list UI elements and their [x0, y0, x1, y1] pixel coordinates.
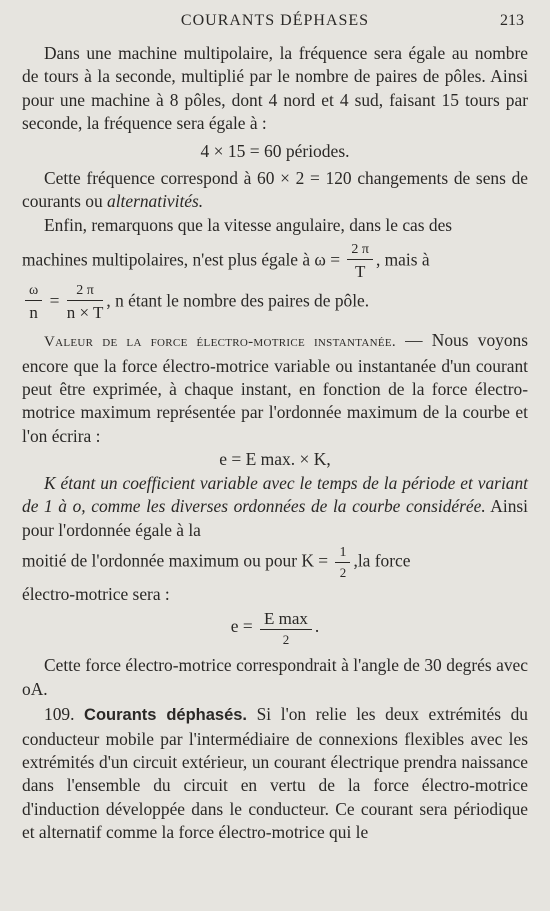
paragraph-section-109-text: Si l'on relie les deux extrémités du conducteur mobile par l'intermédiaire de connexions flexibles avec les extrémités d'un circuit extérieur, un courant électrique prendra naissance dans l'ensemble du circuit en vertu de la force électro-motrice d'induction développée dans le conducteur. Ce courant sera périodique et alternatif comme la force électro-motrice qui le — [22, 704, 528, 843]
paragraph-instantaneous-emf-text: — Nous voyons encore que la force électro-motrice variable ou instantanée d'un courant peut être exprimée, à chaque instant, en fonction de la force électro-motrice maximum représentée par l'ordonnée maximum de la courbe et l'on écrira : — [22, 330, 528, 446]
page-header — [0, 12, 550, 36]
coefficient-k-text: Ainsi pour l'ordonnée égale à la — [22, 496, 528, 540]
paragraph-alternations — [22, 167, 528, 214]
fraction-denominator: 2 — [282, 632, 290, 648]
fraction-2pi-over-nT — [67, 284, 104, 321]
fraction-omega-over-n — [25, 284, 42, 321]
fraction-denominator: 2 — [339, 564, 347, 580]
half-ordinate-text-a: moitié de l'ordonnée maximum ou pour K = — [22, 550, 333, 571]
formula-e-equals-emax-k: e = E max. × K, — [219, 449, 331, 470]
section-number: 109. — [44, 704, 75, 725]
fraction-emax-over-2 — [260, 610, 312, 646]
paragraph-coefficient-k — [22, 472, 528, 542]
formula-lhs: e = — [230, 616, 257, 637]
angular-velocity-text-b: , mais à — [375, 249, 430, 270]
running-title: COURANTS DÉPHASES — [180, 12, 370, 29]
formula-tail: . — [314, 616, 320, 637]
angular-velocity-text-a: machines multipolaires, n'est plus égale à ω = — [22, 249, 345, 270]
fraction-numerator: 1 — [335, 546, 350, 563]
paragraph-angular-velocity-line2 — [22, 243, 528, 280]
page-body — [22, 42, 528, 845]
page-number: 213 — [500, 12, 524, 29]
paragraph-emf-will-be: électro-motrice sera : — [22, 583, 170, 604]
paragraph-30-degrees: Cette force électro-motrice correspondrait à l'angle de 30 degrés avec oA. — [22, 655, 528, 699]
term-alternativites: alternativités. — [107, 191, 204, 212]
fraction-numerator: E max — [260, 610, 312, 630]
paragraph-section-109 — [22, 703, 528, 844]
fraction-numerator: 2 π — [67, 284, 104, 301]
coefficient-k-definition: K étant un coefficient variable avec le temps de la période et variant de 1 à o, comme les diverses ordonnées de la courbe considérée. — [22, 472, 528, 517]
paragraph-instantaneous-emf — [22, 329, 528, 448]
formula-frequency: 4 × 15 = 60 périodes. — [200, 140, 350, 161]
fraction-denominator: T — [354, 262, 366, 282]
fraction-denominator: n × T — [66, 303, 104, 323]
section-title-courants-dephases: Courants déphasés. — [84, 706, 248, 725]
half-ordinate-text-b: ,la force — [353, 550, 411, 571]
paragraph-angular-velocity-line1: Enfin, remarquons que la vitesse angulaire, dans le cas des — [44, 214, 453, 235]
angular-velocity-text-tail: , n étant le nombre des paires de pôle. — [106, 290, 370, 311]
fraction-denominator: n — [29, 303, 38, 323]
paragraph-half-ordinate — [22, 546, 528, 579]
formula-e-equals-emax-over-2 — [22, 610, 528, 646]
paragraph-alternations-text: Cette fréquence correspond à 60 × 2 = 120 changements de sens de courants ou — [22, 168, 528, 212]
paragraph-multipolar-frequency: Dans une machine multipolaire, la fréquence sera égale au nombre de tours à la seconde, multiplié par le nombre de paires de pôles. Ainsi pour une machine à 8 pôles, dont 4 nord et 4 sud, faisant 15 tours par seconde, la fréquence sera égale à : — [22, 43, 528, 134]
fraction-2pi-over-T — [347, 243, 373, 280]
fraction-numerator: ω — [25, 284, 42, 301]
fraction-numerator: 2 π — [347, 243, 373, 260]
fraction-one-half — [335, 546, 350, 579]
equals-sign: = — [45, 290, 64, 311]
paragraph-angular-velocity-line3 — [22, 284, 528, 321]
section-heading-instantaneous-emf: Valeur de la force électro-motrice instantanée. — [44, 334, 396, 351]
